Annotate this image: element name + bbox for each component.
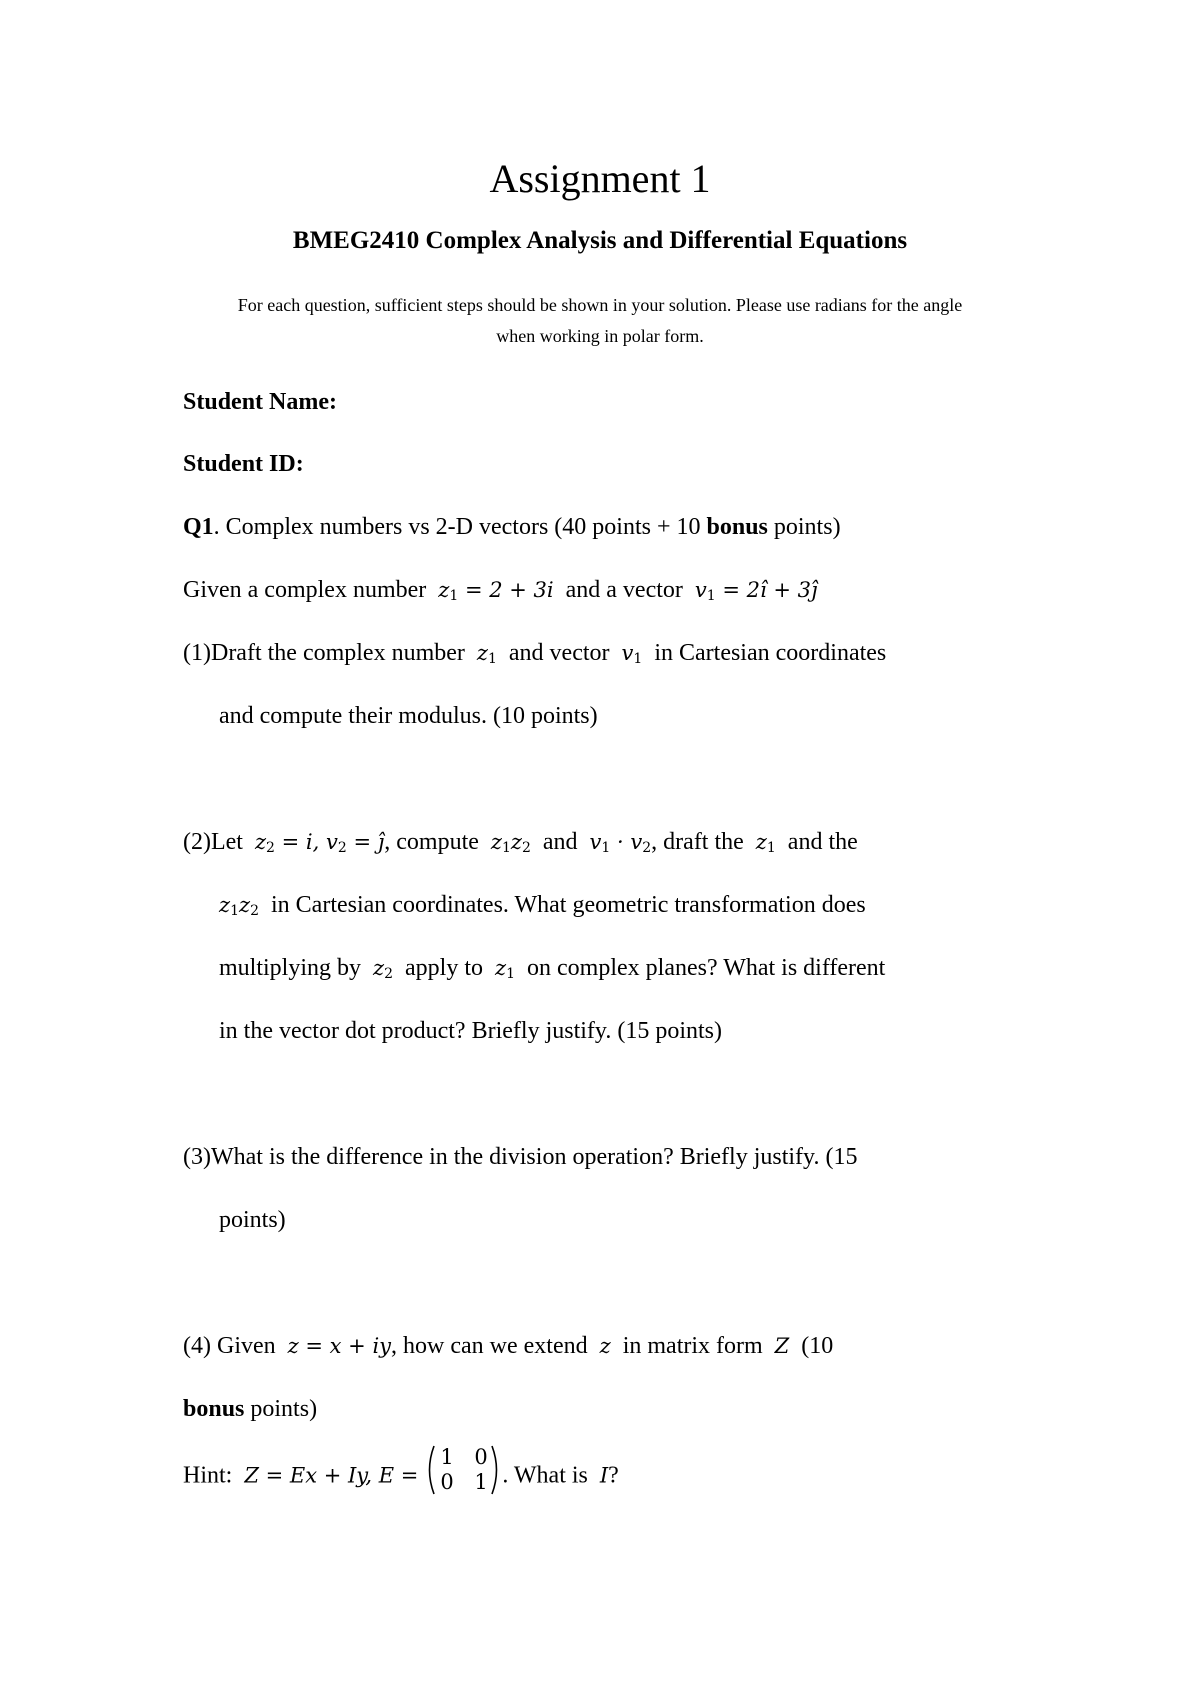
q1-label: Q1	[183, 514, 214, 540]
matrix-cell: 1	[440, 1445, 454, 1469]
matrix-cell: 1	[474, 1470, 488, 1494]
student-name-label: Student Name:	[183, 389, 337, 415]
q1-part2-line2: $z_1z_2$ in Cartesian coordinates. What geometric transformation does	[219, 892, 866, 919]
part3-number: (3)	[183, 1144, 211, 1170]
q1-part4-line1: (4) Given z = x + iy, how can we extend z in matrix form Z (10	[183, 1333, 834, 1359]
matrix-cell: 0	[440, 1470, 454, 1494]
math-z1: $z_1$	[495, 956, 516, 982]
given-text: Given a complex number	[183, 577, 427, 603]
math-z1: $z_1$	[755, 830, 776, 856]
q1-title-b: points)	[767, 514, 841, 540]
q1-part4-line2: bonus points)	[183, 1396, 318, 1422]
hint-label: Hint:	[183, 1462, 233, 1489]
math-z2-eq: $z_2 = i$, $v_2$ = ĵ	[254, 830, 385, 856]
math-I: I	[599, 1463, 609, 1488]
identity-matrix	[424, 1444, 502, 1496]
math-v1-dot-v2: $v_1 \cdot v_2$	[589, 830, 652, 856]
q1-part3-line2: points)	[219, 1207, 286, 1233]
instructions-line-2: when working in polar form.	[496, 326, 704, 346]
math-Z: Z	[774, 1334, 790, 1358]
hint-equation: Z = Ex + Iy, E =	[244, 1463, 419, 1488]
hint-line: Hint: Z = Ex + Iy, E = 1 0 0 1 . What is I?	[183, 1445, 619, 1494]
part2-number: (2)	[183, 829, 211, 855]
math-z1z2: $z_1z_2$	[219, 893, 259, 919]
instructions	[180, 290, 1020, 352]
q1-part1-line2: and compute their modulus. (10 points)	[219, 703, 598, 729]
q1-part2-line3: multiplying by $z_2$ apply to $z_1$ on complex planes? What is different	[219, 955, 886, 982]
course-title: BMEG2410 Complex Analysis and Differential Equations	[292, 227, 908, 254]
math-v1: $v_1$	[621, 641, 643, 667]
math-z1z2: $z_1z_2$	[490, 830, 531, 856]
q1-title-a: . Complex numbers vs 2-D vectors (40 points + 10	[213, 514, 707, 540]
matrix-brackets	[424, 1444, 502, 1496]
q1-part1-line1: (1)Draft the complex number $z_1$ and vector $v_1$ in Cartesian coordinates	[183, 640, 887, 667]
math-z1: $z_1$	[476, 641, 497, 667]
part1-number: (1)	[183, 640, 211, 666]
given-and-text: and a vector	[565, 577, 683, 603]
q1-part2-line1: (2)Let $z_2 = i$, $v_2$ = ĵ, compute $z_1z_2$ and $v_1 \cdot v_2$, draft the $z_1$ and the	[183, 829, 858, 856]
student-id-label: Student ID:	[183, 451, 304, 477]
q1-part3-line1: (3)What is the difference in the division operation? Briefly justify. (15	[183, 1144, 858, 1170]
math-z-eq: z = x + iy	[287, 1334, 392, 1358]
math-z2: $z_2$	[373, 956, 394, 982]
page-title: Assignment 1	[489, 156, 711, 201]
given-v1: $v_1$ = 2î + 3ĵ	[694, 578, 818, 604]
q1-given-line	[183, 574, 818, 612]
instructions-line-1: For each question, sufficient steps should be shown in your solution. Please use radians for the angle	[237, 295, 963, 315]
q1-heading	[183, 511, 841, 543]
matrix-cell: 0	[474, 1445, 488, 1469]
math-z: z	[599, 1334, 611, 1358]
q1-title-bonus: bonus	[706, 514, 768, 540]
q1-part2-line4: in the vector dot product? Briefly justify. (15 points)	[219, 1018, 723, 1044]
given-z1: $z_1 = 2 + 3i$	[438, 578, 554, 604]
